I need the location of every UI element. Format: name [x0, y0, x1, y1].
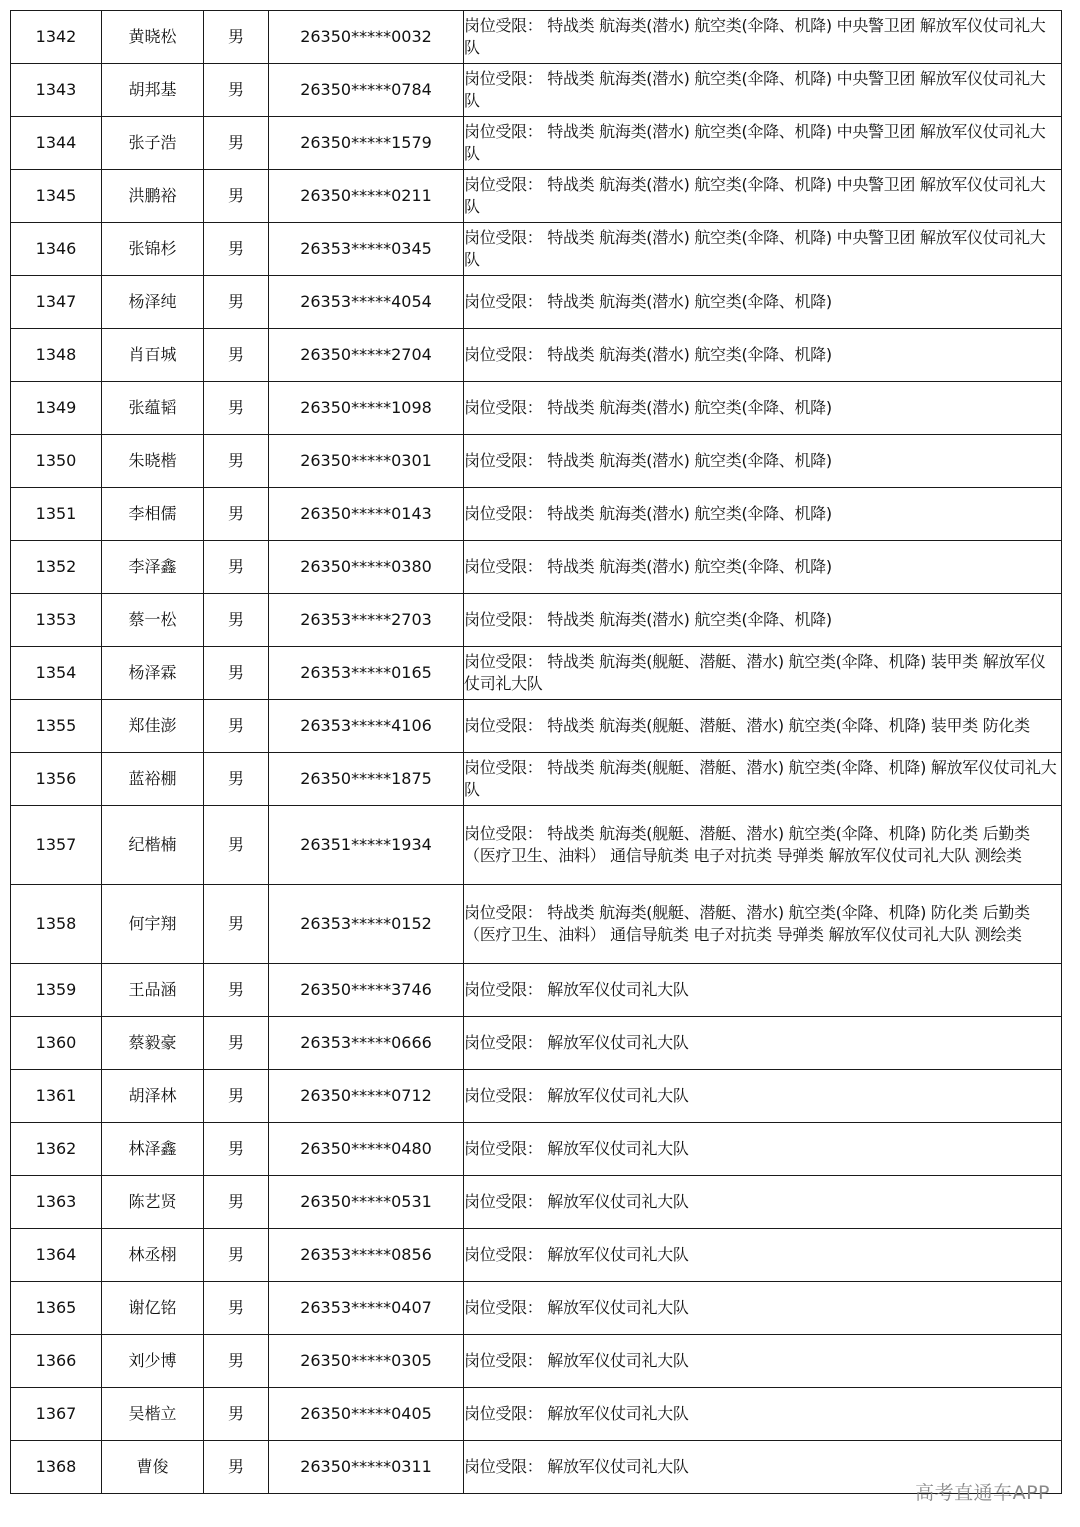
- person-name-cell: 林泽鑫: [102, 1123, 204, 1176]
- row-number-cell: 1359: [11, 964, 102, 1017]
- candidate-id-cell: 26350*****1098: [269, 382, 464, 435]
- candidate-id-cell: 26350*****1579: [269, 117, 464, 170]
- gender-cell: 男: [204, 1017, 269, 1070]
- table-row: [11, 382, 1062, 435]
- table-row: [11, 488, 1062, 541]
- table-row: [11, 1335, 1062, 1388]
- gender-cell: 男: [204, 647, 269, 700]
- row-number-cell: 1367: [11, 1388, 102, 1441]
- gender-cell: 男: [204, 964, 269, 1017]
- table-row: [11, 700, 1062, 753]
- restriction-note-cell: 岗位受限： 特战类 航海类(潜水) 航空类(伞降、机降): [464, 329, 1062, 382]
- row-number-cell: 1353: [11, 594, 102, 647]
- restriction-note-cell: 岗位受限： 解放军仪仗司礼大队: [464, 1123, 1062, 1176]
- row-number-cell: 1346: [11, 223, 102, 276]
- candidate-id-cell: 26350*****0380: [269, 541, 464, 594]
- table-row: [11, 964, 1062, 1017]
- table-row: [11, 806, 1062, 885]
- table-row: [11, 1017, 1062, 1070]
- person-name-cell: 黄晓松: [102, 11, 204, 64]
- table-row: [11, 753, 1062, 806]
- candidate-id-cell: 26353*****0856: [269, 1229, 464, 1282]
- gender-cell: 男: [204, 1070, 269, 1123]
- row-number-cell: 1357: [11, 806, 102, 885]
- restriction-note-cell: 岗位受限： 解放军仪仗司礼大队: [464, 1282, 1062, 1335]
- candidate-id-cell: 26353*****0666: [269, 1017, 464, 1070]
- person-name-cell: 何宇翔: [102, 885, 204, 964]
- candidate-id-cell: 26351*****1934: [269, 806, 464, 885]
- candidate-id-cell: 26350*****0311: [269, 1441, 464, 1494]
- table-row: [11, 1070, 1062, 1123]
- table-row: [11, 1123, 1062, 1176]
- person-name-cell: 张蕴韬: [102, 382, 204, 435]
- table-row: [11, 1176, 1062, 1229]
- person-name-cell: 洪鹏裕: [102, 170, 204, 223]
- restriction-note-cell: 岗位受限： 解放军仪仗司礼大队: [464, 1176, 1062, 1229]
- table-row: [11, 541, 1062, 594]
- gender-cell: 男: [204, 700, 269, 753]
- table-row: [11, 885, 1062, 964]
- candidate-id-cell: 26350*****0032: [269, 11, 464, 64]
- candidate-id-cell: 26350*****0712: [269, 1070, 464, 1123]
- table-row: [11, 329, 1062, 382]
- watermark-text: 高考直通车APP: [915, 1482, 1050, 1504]
- row-number-cell: 1342: [11, 11, 102, 64]
- restriction-note-cell: 岗位受限： 特战类 航海类(潜水) 航空类(伞降、机降) 中央警卫团 解放军仪仗司礼大队: [464, 117, 1062, 170]
- person-name-cell: 郑佳澎: [102, 700, 204, 753]
- person-name-cell: 胡泽林: [102, 1070, 204, 1123]
- row-number-cell: 1348: [11, 329, 102, 382]
- person-name-cell: 张锦杉: [102, 223, 204, 276]
- restriction-note-cell: 岗位受限： 解放军仪仗司礼大队: [464, 1388, 1062, 1441]
- row-number-cell: 1364: [11, 1229, 102, 1282]
- table-row: [11, 1441, 1062, 1494]
- table-row: [11, 435, 1062, 488]
- person-name-cell: 刘少博: [102, 1335, 204, 1388]
- gender-cell: 男: [204, 1282, 269, 1335]
- person-name-cell: 杨泽霖: [102, 647, 204, 700]
- restriction-note-cell: 岗位受限： 解放军仪仗司礼大队: [464, 1070, 1062, 1123]
- person-name-cell: 王品涵: [102, 964, 204, 1017]
- table-row: [11, 64, 1062, 117]
- row-number-cell: 1350: [11, 435, 102, 488]
- row-number-cell: 1343: [11, 64, 102, 117]
- row-number-cell: 1366: [11, 1335, 102, 1388]
- restriction-note-cell: 岗位受限： 特战类 航海类(舰艇、潜艇、潜水) 航空类(伞降、机降) 解放军仪仗司礼大队: [464, 753, 1062, 806]
- candidate-id-cell: 26353*****0165: [269, 647, 464, 700]
- person-name-cell: 蓝裕棚: [102, 753, 204, 806]
- candidate-id-cell: 26353*****2703: [269, 594, 464, 647]
- restriction-note-cell: 岗位受限： 解放军仪仗司礼大队: [464, 964, 1062, 1017]
- person-name-cell: 张子浩: [102, 117, 204, 170]
- candidate-id-cell: 26353*****4106: [269, 700, 464, 753]
- restriction-note-cell: 岗位受限： 解放军仪仗司礼大队: [464, 1229, 1062, 1282]
- person-name-cell: 林丞栩: [102, 1229, 204, 1282]
- restriction-note-cell: 岗位受限： 特战类 航海类(潜水) 航空类(伞降、机降): [464, 594, 1062, 647]
- gender-cell: 男: [204, 276, 269, 329]
- restriction-note-cell: 岗位受限： 特战类 航海类(潜水) 航空类(伞降、机降) 中央警卫团 解放军仪仗司礼大队: [464, 170, 1062, 223]
- candidate-id-cell: 26350*****0211: [269, 170, 464, 223]
- person-name-cell: 杨泽纯: [102, 276, 204, 329]
- restriction-note-cell: 岗位受限： 解放军仪仗司礼大队: [464, 1017, 1062, 1070]
- restriction-note-cell: 岗位受限： 特战类 航海类(潜水) 航空类(伞降、机降): [464, 435, 1062, 488]
- row-number-cell: 1361: [11, 1070, 102, 1123]
- candidate-id-cell: 26350*****0143: [269, 488, 464, 541]
- restriction-note-cell: 岗位受限： 特战类 航海类(潜水) 航空类(伞降、机降): [464, 488, 1062, 541]
- gender-cell: 男: [204, 170, 269, 223]
- person-name-cell: 谢亿铭: [102, 1282, 204, 1335]
- gender-cell: 男: [204, 1388, 269, 1441]
- person-name-cell: 纪楷楠: [102, 806, 204, 885]
- table-row: [11, 170, 1062, 223]
- restriction-note-cell: 岗位受限： 特战类 航海类(潜水) 航空类(伞降、机降) 中央警卫团 解放军仪仗司礼大队: [464, 11, 1062, 64]
- gender-cell: 男: [204, 223, 269, 276]
- restriction-note-cell: 岗位受限： 特战类 航海类(潜水) 航空类(伞降、机降) 中央警卫团 解放军仪仗司礼大队: [464, 64, 1062, 117]
- candidate-id-cell: 26350*****2704: [269, 329, 464, 382]
- gender-cell: 男: [204, 594, 269, 647]
- restriction-note-cell: 岗位受限： 解放军仪仗司礼大队: [464, 1335, 1062, 1388]
- candidate-id-cell: 26350*****1875: [269, 753, 464, 806]
- row-number-cell: 1349: [11, 382, 102, 435]
- gender-cell: 男: [204, 117, 269, 170]
- candidate-id-cell: 26353*****0407: [269, 1282, 464, 1335]
- gender-cell: 男: [204, 329, 269, 382]
- row-number-cell: 1360: [11, 1017, 102, 1070]
- restriction-note-cell: 岗位受限： 特战类 航海类(舰艇、潜艇、潜水) 航空类(伞降、机降) 防化类 后勤类（医疗卫生、油料） 通信导航类 电子对抗类 导弹类 解放军仪仗司礼大队 测绘类: [464, 885, 1062, 964]
- row-number-cell: 1368: [11, 1441, 102, 1494]
- table-row: [11, 1282, 1062, 1335]
- table-row: [11, 647, 1062, 700]
- gender-cell: 男: [204, 64, 269, 117]
- gender-cell: 男: [204, 885, 269, 964]
- candidate-id-cell: 26350*****0480: [269, 1123, 464, 1176]
- row-number-cell: 1347: [11, 276, 102, 329]
- gender-cell: 男: [204, 435, 269, 488]
- gender-cell: 男: [204, 1229, 269, 1282]
- table-row: [11, 223, 1062, 276]
- person-name-cell: 吴楷立: [102, 1388, 204, 1441]
- candidate-id-cell: 26350*****0405: [269, 1388, 464, 1441]
- row-number-cell: 1358: [11, 885, 102, 964]
- restriction-note-cell: 岗位受限： 特战类 航海类(舰艇、潜艇、潜水) 航空类(伞降、机降) 防化类 后勤类（医疗卫生、油料） 通信导航类 电子对抗类 导弹类 解放军仪仗司礼大队 测绘类: [464, 806, 1062, 885]
- candidate-id-cell: 26350*****3746: [269, 964, 464, 1017]
- row-number-cell: 1345: [11, 170, 102, 223]
- gender-cell: 男: [204, 541, 269, 594]
- gender-cell: 男: [204, 11, 269, 64]
- row-number-cell: 1352: [11, 541, 102, 594]
- row-number-cell: 1355: [11, 700, 102, 753]
- row-number-cell: 1363: [11, 1176, 102, 1229]
- row-number-cell: 1365: [11, 1282, 102, 1335]
- gender-cell: 男: [204, 753, 269, 806]
- candidate-id-cell: 26353*****0152: [269, 885, 464, 964]
- table-row: [11, 1229, 1062, 1282]
- gender-cell: 男: [204, 1441, 269, 1494]
- person-name-cell: 蔡毅豪: [102, 1017, 204, 1070]
- row-number-cell: 1354: [11, 647, 102, 700]
- candidate-id-cell: 26353*****0345: [269, 223, 464, 276]
- row-number-cell: 1351: [11, 488, 102, 541]
- person-name-cell: 李泽鑫: [102, 541, 204, 594]
- restriction-note-cell: 岗位受限： 特战类 航海类(潜水) 航空类(伞降、机降) 中央警卫团 解放军仪仗司礼大队: [464, 223, 1062, 276]
- person-name-cell: 李相儒: [102, 488, 204, 541]
- gender-cell: 男: [204, 382, 269, 435]
- person-name-cell: 陈艺贤: [102, 1176, 204, 1229]
- restriction-note-cell: 岗位受限： 特战类 航海类(潜水) 航空类(伞降、机降): [464, 382, 1062, 435]
- table-row: [11, 276, 1062, 329]
- candidate-id-cell: 26350*****0784: [269, 64, 464, 117]
- row-number-cell: 1344: [11, 117, 102, 170]
- restriction-note-cell: 岗位受限： 特战类 航海类(舰艇、潜艇、潜水) 航空类(伞降、机降) 装甲类 防化类: [464, 700, 1062, 753]
- gender-cell: 男: [204, 1335, 269, 1388]
- table-row: [11, 1388, 1062, 1441]
- table-row: [11, 11, 1062, 64]
- gender-cell: 男: [204, 488, 269, 541]
- candidate-id-cell: 26350*****0301: [269, 435, 464, 488]
- person-name-cell: 肖百城: [102, 329, 204, 382]
- roster-body: [11, 11, 1062, 1494]
- row-number-cell: 1362: [11, 1123, 102, 1176]
- table-row: [11, 117, 1062, 170]
- restriction-note-cell: 岗位受限： 特战类 航海类(潜水) 航空类(伞降、机降): [464, 541, 1062, 594]
- gender-cell: 男: [204, 1123, 269, 1176]
- row-number-cell: 1356: [11, 753, 102, 806]
- person-name-cell: 蔡一松: [102, 594, 204, 647]
- table-row: [11, 594, 1062, 647]
- candidate-id-cell: 26353*****4054: [269, 276, 464, 329]
- roster-table: [10, 10, 1062, 1494]
- gender-cell: 男: [204, 1176, 269, 1229]
- gender-cell: 男: [204, 806, 269, 885]
- candidate-id-cell: 26350*****0305: [269, 1335, 464, 1388]
- candidate-id-cell: 26350*****0531: [269, 1176, 464, 1229]
- restriction-note-cell: 岗位受限： 特战类 航海类(潜水) 航空类(伞降、机降): [464, 276, 1062, 329]
- person-name-cell: 曹俊: [102, 1441, 204, 1494]
- person-name-cell: 朱晓楷: [102, 435, 204, 488]
- restriction-note-cell: 岗位受限： 解放军仪仗司礼大队: [464, 1441, 1062, 1494]
- restriction-note-cell: 岗位受限： 特战类 航海类(舰艇、潜艇、潜水) 航空类(伞降、机降) 装甲类 解放军仪仗司礼大队: [464, 647, 1062, 700]
- person-name-cell: 胡邦基: [102, 64, 204, 117]
